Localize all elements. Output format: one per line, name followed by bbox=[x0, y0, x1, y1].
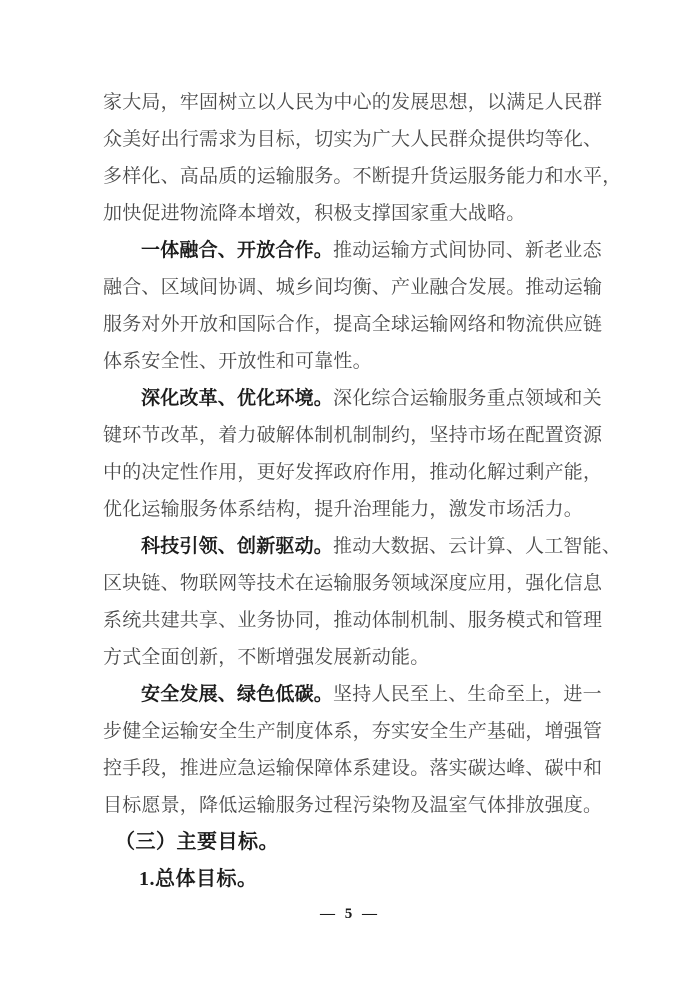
paragraph-principle-technology bbox=[103, 528, 627, 676]
text-line: 众美好出行需求为目标，切实为广大人民群众提供均等化、 bbox=[103, 129, 603, 150]
paragraph-principle-integration bbox=[103, 232, 627, 380]
paragraph-lead: 科技引领、创新驱动。 bbox=[141, 536, 334, 557]
text-line: 融合、区域间协调、城乡间均衡、产业融合发展。推动运输 bbox=[103, 277, 603, 298]
text-line: 目标愿景，降低运输服务过程污染物及温室气体排放强度。 bbox=[103, 795, 603, 816]
page-number: — 5 — bbox=[320, 906, 380, 922]
paragraph-lead: 安全发展、绿色低碳。 bbox=[141, 684, 334, 705]
text-line: 体系安全性、开放性和可靠性。 bbox=[103, 351, 372, 372]
text-line bbox=[103, 676, 627, 713]
text-line bbox=[103, 232, 627, 269]
paragraph-lead: 一体融合、开放合作。 bbox=[141, 240, 334, 261]
text-line: 步健全运输安全生产制度体系，夯实安全生产基础，增强管 bbox=[103, 721, 603, 742]
text-line: 区块链、物联网等技术在运输服务领域深度应用，强化信息 bbox=[103, 573, 603, 594]
text-line: 方式全面创新，不断增强发展新动能。 bbox=[103, 647, 430, 668]
paragraph-principle-safety bbox=[103, 676, 627, 824]
text-line: 服务对外开放和国际合作，提高全球运输网络和物流供应链 bbox=[103, 314, 603, 335]
paragraph-lead-rest: 坚持人民至上、生命至上，进一 bbox=[333, 684, 602, 705]
text-line: 系统共建共享、业务协同，推动体制机制、服务模式和管理 bbox=[103, 610, 603, 631]
paragraph-principle-reform bbox=[103, 380, 627, 528]
text-line: 控手段，推进应急运输保障体系建设。落实碳达峰、碳中和 bbox=[103, 758, 603, 779]
paragraph-lead-rest: 推动运输方式间协同、新老业态 bbox=[333, 240, 602, 261]
text-line: 加快促进物流降本增效，积极支撑国家重大战略。 bbox=[103, 203, 526, 224]
paragraph-lead-rest: 深化综合运输服务重点领域和关 bbox=[333, 388, 602, 409]
text-line: 优化运输服务体系结构，提升治理能力，激发市场活力。 bbox=[103, 499, 584, 520]
section-heading: （三）主要目标。 bbox=[115, 831, 279, 853]
text-line: 中的决定性作用，更好发挥政府作用，推动化解过剩产能， bbox=[103, 462, 603, 483]
paragraph-lead-rest: 推动大数据、云计算、人工智能、 bbox=[333, 536, 622, 557]
text-line bbox=[103, 380, 627, 417]
text-line: 家大局，牢固树立以人民为中心的发展思想，以满足人民群 bbox=[103, 92, 603, 113]
text-line bbox=[103, 528, 627, 565]
document-content bbox=[103, 84, 627, 898]
text-line: 键环节改革，着力破解体制机制制约，坚持市场在配置资源 bbox=[103, 425, 603, 446]
paragraph-continuation bbox=[103, 84, 627, 232]
subsection-heading: 1.总体目标。 bbox=[139, 868, 258, 890]
paragraph-lead: 深化改革、优化环境。 bbox=[141, 388, 334, 409]
text-line: 多样化、高品质的运输服务。不断提升货运服务能力和水平， bbox=[103, 166, 622, 187]
